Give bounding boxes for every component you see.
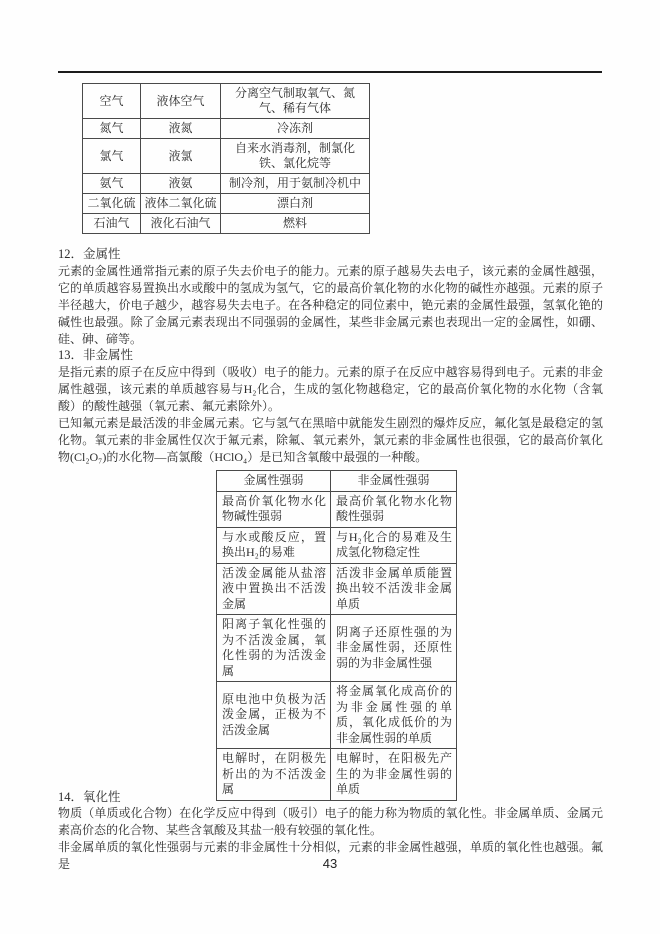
- section-14-paragraph-2: 非金属单质的氧化性强弱与元素的非金属性十分相似，元素的非金属性越强，单质的氧化性也越强。氟是: [58, 840, 603, 871]
- section-13-heading: 13．非金属性: [58, 348, 134, 362]
- table-row: [217, 491, 457, 527]
- use-cell: 漂白剂: [221, 194, 370, 214]
- nonmetal-cell: 阴离子还原性强的为非金属性弱，还原性弱的为非金属性强: [331, 615, 457, 682]
- table-row: [217, 682, 457, 749]
- table-row: [83, 214, 370, 234]
- liquid-cell: 液体二氧化硫: [141, 194, 221, 214]
- table-row: [83, 174, 370, 194]
- table-row: [83, 194, 370, 214]
- nonmetal-cell: 与H₂化合的易难及生成氢化物稳定性: [331, 527, 457, 563]
- table-row: [83, 84, 370, 119]
- use-cell: 冷冻剂: [221, 119, 370, 139]
- table-row: [217, 527, 457, 563]
- section-12-body: 元素的金属性通常指元素的原子失去价电子的能力。元素的原子越易失去电子，该元素的金属性越强，它的单质越容易置换出水或酸中的氢成为氢气，它的最高价氧化物的水化物的碱性亦越强。元素的原子半径越大，价电子越少，越容易失去电子。在各种稳定的同位素中，铯元素的金属性最强，氢氧化铯的碱性也最强。除了金属元素表现出不同强弱的金属性，某些非金属元素也表现出一定的金属性，如硼、硅、砷、碲等。: [58, 264, 603, 346]
- product-cell: 空气: [83, 84, 141, 119]
- table-row: [217, 563, 457, 615]
- nonmetal-cell: 电解时，在阳极先产生的为非金属性弱的单质: [331, 749, 457, 801]
- use-cell: 分离空气制取氧气、氮气、稀有气体: [221, 84, 370, 119]
- metal-cell: 阳离子氧化性强的为不活泼金属，氧化性弱的为活泼金属: [217, 615, 331, 682]
- nonmetal-cell: 将金属氧化成高价的为非金属性强的单质，氧化成低价的为非金属性弱的单质: [331, 682, 457, 749]
- table-header-row: [217, 471, 457, 492]
- table-row: [83, 119, 370, 139]
- product-cell: 氨气: [83, 174, 141, 194]
- metal-nonmetal-compare-table: [216, 470, 457, 801]
- liquid-cell: 液化石油气: [141, 214, 221, 234]
- metal-cell: 与水或酸反应，置换出H₂的易难: [217, 527, 331, 563]
- metal-cell: 原电池中负极为活泼金属，正极为不活泼金属: [217, 682, 331, 749]
- liquid-cell: 液氨: [141, 174, 221, 194]
- page-number: 43: [322, 856, 338, 871]
- product-cell: 石油气: [83, 214, 141, 234]
- nonmetal-cell: 活泼非金属单质能置换出较不活泼非金属单质: [331, 563, 457, 615]
- use-cell: 自来水消毒剂，制氯化铁、氯化烷等: [221, 139, 370, 174]
- metal-cell: 活泼金属能从盐溶液中置换出不活泼金属: [217, 563, 331, 615]
- section-13-body: [58, 364, 603, 466]
- product-cell: 氮气: [83, 119, 141, 139]
- section-12-heading: 12．金属性: [58, 247, 121, 261]
- table-row: [83, 139, 370, 174]
- product-cell: 氯气: [83, 139, 141, 174]
- section-14-heading: 14．氧化性: [58, 790, 121, 804]
- metal-cell: 电解时，在阴极先析出的为不活泼金属: [217, 749, 331, 801]
- gas-uses-table: [82, 83, 370, 234]
- nonmetal-header-cell: 非金属性强弱: [331, 471, 457, 492]
- header-rule: [58, 71, 602, 73]
- section-14-paragraph-1: 物质（单质或化合物）在化学反应中得到（吸引）电子的能力称为物质的氧化性。非金属单质、金属元素高价态的化合物、某些含氧酸及其盐一般有较强的氧化性。: [58, 806, 603, 837]
- liquid-cell: 液体空气: [141, 84, 221, 119]
- section-13-paragraph-2: 已知氟元素是最活泼的非金属元素。它与氢气在黑暗中就能发生剧烈的爆炸反应，氟化氢是最稳定的氢化物。氧元素的非金属性仅次于氟元素，除氟、氧元素外，氯元素的非金属性也很强，它的最高价氧化物(Cl₂O₇)的水化物—高氯酸（HClO₄）是已知含氧酸中最强的一种酸。: [58, 416, 603, 464]
- section-13-paragraph-1: 是指元素的原子在反应中得到（吸收）电子的能力。元素的原子在反应中越容易得到电子。元素的非金属性越强，该元素的单质越容易与H₂化合，生成的氢化物越稳定，它的最高价氧化物的水化物（含氧酸）的酸性越强（氧元素、氟元素除外）。: [58, 365, 603, 413]
- metal-cell: 最高价氧化物水化物碱性强弱: [217, 491, 331, 527]
- table-row: [217, 749, 457, 801]
- use-cell: 燃料: [221, 214, 370, 234]
- liquid-cell: 液氮: [141, 119, 221, 139]
- metal-header-cell: 金属性强弱: [217, 471, 331, 492]
- nonmetal-cell: 最高价氧化物水化物酸性强弱: [331, 491, 457, 527]
- use-cell: 制冷剂，用于氨制冷机中: [221, 174, 370, 194]
- product-cell: 二氧化硫: [83, 194, 141, 214]
- liquid-cell: 液氯: [141, 139, 221, 174]
- table-row: [217, 615, 457, 682]
